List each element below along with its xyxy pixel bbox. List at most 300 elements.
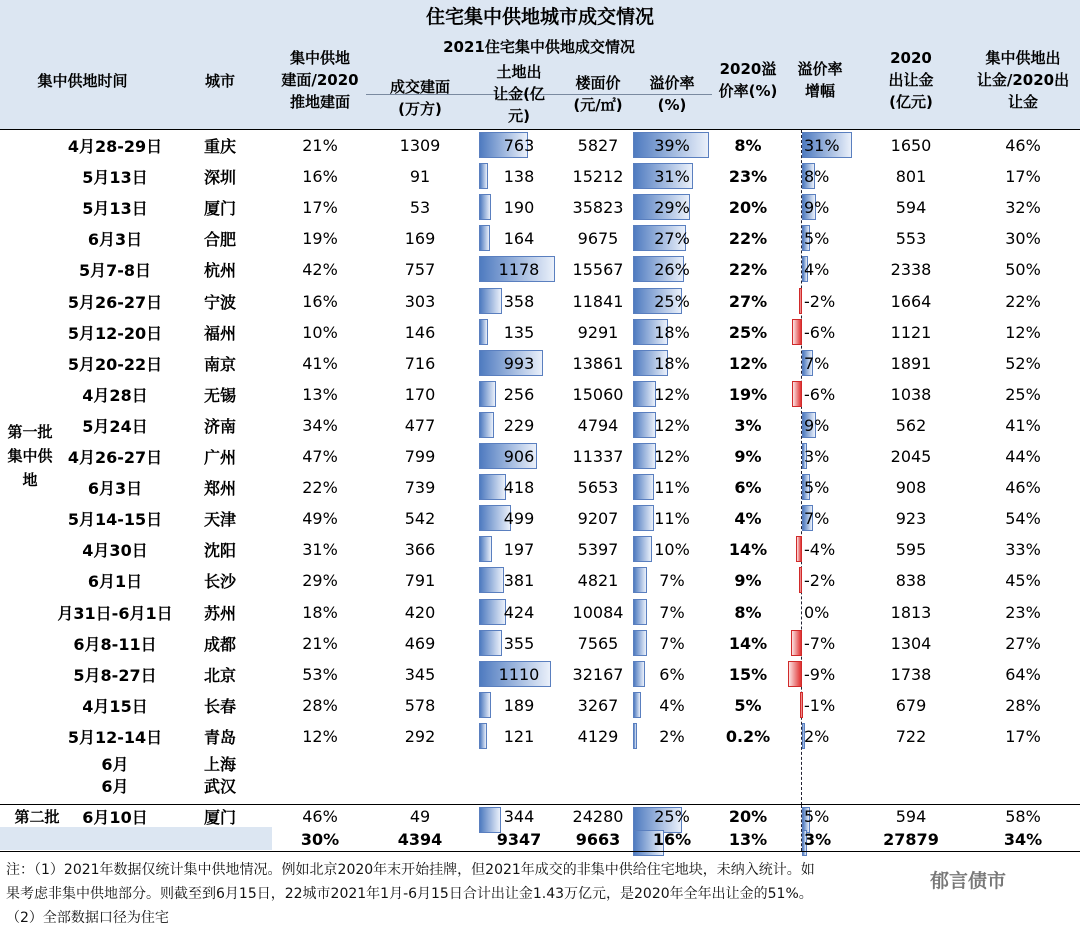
- cell-price: 13861: [572, 353, 624, 373]
- cell-revratio: 45%: [1005, 571, 1041, 591]
- header-change: [786, 58, 854, 102]
- cell-revratio: 30%: [1005, 229, 1041, 249]
- cell-time: 5月13日: [82, 168, 148, 188]
- cell-rev: 499: [503, 509, 535, 529]
- cell-prem: 4%: [659, 695, 685, 715]
- cell-revratio: 34%: [1003, 830, 1043, 849]
- total-label-bg: [0, 827, 272, 850]
- table-row: [0, 348, 1080, 379]
- cell-rev: 189: [503, 695, 535, 715]
- header-revratio-line1: 集中供地出: [985, 49, 1061, 67]
- cell-rev: 906: [503, 447, 535, 467]
- cell-time: 4月26-27日: [67, 448, 163, 468]
- cell-city: 厦门: [203, 199, 236, 219]
- cell-time: 4月30日: [82, 541, 148, 561]
- cell-city: 沈阳: [203, 541, 236, 561]
- cell-time: 5月8-27日: [73, 665, 157, 685]
- cell-city: 重庆: [203, 137, 236, 157]
- table-title: 住宅集中供地城市成交情况: [0, 0, 1080, 35]
- cell-time: 5月20-22日: [67, 354, 163, 374]
- header-revratio: [966, 47, 1080, 113]
- table-row: [0, 534, 1080, 565]
- cell-prem2020: 27%: [728, 291, 768, 311]
- cell-area: 146: [404, 322, 436, 342]
- header-revratio-line3: 让金: [1007, 93, 1038, 111]
- cell-price: 15212: [572, 167, 624, 187]
- cell-prem: 12%: [654, 415, 690, 435]
- cell-revratio: 44%: [1005, 447, 1041, 467]
- cell-area: 578: [404, 695, 436, 715]
- cell-time: 6月: [101, 754, 129, 774]
- cell-price: 9675: [577, 229, 619, 249]
- cell-chg: 3%: [804, 447, 830, 467]
- cell-ratio: 21%: [302, 633, 338, 653]
- cell-time: 5月14-15日: [67, 510, 163, 530]
- cell-area: 757: [404, 260, 436, 280]
- cell-city: 杭州: [203, 261, 236, 281]
- cell-time: 4月15日: [82, 696, 148, 716]
- cell-area: 799: [404, 447, 436, 467]
- cell-rev2020: 553: [895, 229, 927, 249]
- cell-area: 542: [404, 509, 436, 529]
- cell-time: 4月28-29日: [67, 137, 163, 157]
- cell-prem2020: 6%: [734, 478, 762, 498]
- cell-prem2020: 19%: [728, 384, 768, 404]
- header-time: 集中供地时间: [37, 72, 128, 90]
- cell-prem2020: 5%: [734, 695, 762, 715]
- cell-city: 长春: [203, 696, 236, 716]
- cell-area: 366: [404, 540, 436, 560]
- cell-chg: 3%: [804, 830, 832, 849]
- cell-chg: 2%: [804, 726, 830, 746]
- cell-ratio: 16%: [302, 291, 338, 311]
- cell-ratio: 53%: [302, 664, 338, 684]
- table-row: [0, 161, 1080, 192]
- cell-city: 苏州: [203, 603, 236, 623]
- cell-revratio: 50%: [1005, 260, 1041, 280]
- cell-chg: -1%: [804, 695, 836, 715]
- cell-ratio: 47%: [302, 447, 338, 467]
- cell-rev2020: 923: [895, 509, 927, 529]
- header-revratio-line2: 让金/2020出: [976, 71, 1070, 89]
- table-row: [0, 441, 1080, 472]
- header-ratio-line1: 集中供地: [289, 49, 350, 67]
- cell-time: 5月12-14日: [67, 727, 163, 747]
- cell-price: 5653: [577, 478, 619, 498]
- cell-revratio: 17%: [1005, 167, 1041, 187]
- cell-chg: 7%: [804, 509, 830, 529]
- cell-price: 11337: [572, 447, 624, 467]
- cell-prem2020: 25%: [728, 322, 768, 342]
- cell-time: 4月28日: [82, 385, 148, 405]
- cell-prem: 26%: [654, 260, 690, 280]
- cell-prem: 25%: [654, 806, 690, 826]
- cell-rev: 256: [503, 384, 535, 404]
- change-bar-negative: [796, 536, 802, 562]
- cell-prem: 27%: [654, 229, 690, 249]
- cell-rev2020: 1738: [890, 664, 932, 684]
- table-row: [0, 410, 1080, 441]
- cell-chg: -6%: [804, 322, 836, 342]
- header-rev2020-line1: 2020: [890, 49, 932, 67]
- header-change-line1: 溢价率: [797, 60, 843, 78]
- cell-ratio: 49%: [302, 509, 338, 529]
- cell-time: 6月: [101, 776, 129, 796]
- cell-price: 4821: [577, 571, 619, 591]
- cell-rev: 121: [503, 726, 535, 746]
- cell-city: 长沙: [203, 572, 236, 592]
- table-row: [0, 503, 1080, 534]
- table-row: [0, 286, 1080, 317]
- cell-ratio: 41%: [302, 353, 338, 373]
- header-prem2020: [710, 58, 786, 102]
- cell-rev: 164: [503, 229, 535, 249]
- header-area-line2: (万方): [398, 100, 442, 118]
- cell-area: 345: [404, 664, 436, 684]
- cell-prem2020: 0.2%: [725, 726, 771, 746]
- cell-rev: 138: [503, 167, 535, 187]
- table-row: [0, 223, 1080, 254]
- cell-revratio: 12%: [1005, 322, 1041, 342]
- cell-price: 35823: [572, 198, 624, 218]
- cell-time: 5月12-20日: [67, 323, 163, 343]
- cell-rev2020: 594: [895, 198, 927, 218]
- cell-revratio: 27%: [1005, 633, 1041, 653]
- cell-revratio: 17%: [1005, 726, 1041, 746]
- cell-revratio: 25%: [1005, 384, 1041, 404]
- cell-time: 5月26-27日: [67, 292, 163, 312]
- cell-city: 青岛: [203, 727, 236, 747]
- table-row: [0, 659, 1080, 690]
- cell-time: 6月1日: [87, 572, 143, 592]
- cell-rev2020: 1304: [890, 633, 932, 653]
- cell-prem: 2%: [659, 726, 685, 746]
- cell-city: 北京: [203, 665, 236, 685]
- cell-area: 49: [409, 806, 431, 826]
- cell-ratio: 10%: [302, 322, 338, 342]
- header-rev-line1: 土地出: [496, 63, 542, 81]
- cell-rev2020: 1121: [890, 322, 932, 342]
- cell-chg: 5%: [804, 478, 830, 498]
- cell-area: 1309: [399, 136, 441, 156]
- table-row: [0, 752, 1080, 774]
- cell-rev: 418: [503, 478, 535, 498]
- cell-area: 303: [404, 291, 436, 311]
- cell-chg: 5%: [804, 806, 830, 826]
- table-row: [0, 472, 1080, 503]
- cell-price: 15567: [572, 260, 624, 280]
- cell-prem2020: 15%: [728, 664, 768, 684]
- header-prem: [632, 72, 712, 116]
- table-row: [0, 628, 1080, 659]
- cell-rev2020: 2338: [890, 260, 932, 280]
- cell-price: 4794: [577, 415, 619, 435]
- header-ratio-line2: 建面/2020: [281, 71, 359, 89]
- cell-city: 南京: [203, 354, 236, 374]
- cell-prem2020: 3%: [734, 415, 762, 435]
- cell-chg: -6%: [804, 384, 836, 404]
- cell-chg: 5%: [804, 229, 830, 249]
- cell-city: 武汉: [203, 776, 236, 796]
- cell-price: 5827: [577, 136, 619, 156]
- cell-revratio: 28%: [1005, 695, 1041, 715]
- cell-chg: -2%: [804, 291, 836, 311]
- cell-rev2020: 722: [895, 726, 927, 746]
- cell-area: 53: [409, 198, 431, 218]
- cell-revratio: 64%: [1005, 664, 1041, 684]
- cell-prem: 18%: [654, 322, 690, 342]
- header-prem-line2: (%): [657, 96, 687, 114]
- cell-chg: 4%: [804, 260, 830, 280]
- cell-revratio: 33%: [1005, 540, 1041, 560]
- cell-prem: 7%: [659, 633, 685, 653]
- table-row: [0, 192, 1080, 223]
- cell-prem2020: 14%: [728, 633, 768, 653]
- cell-price: 10084: [572, 602, 624, 622]
- header-city: 城市: [204, 72, 235, 90]
- cell-ratio: 31%: [302, 540, 338, 560]
- cell-ratio: 19%: [302, 229, 338, 249]
- cell-prem: 11%: [654, 509, 690, 529]
- cell-prem2020: 20%: [728, 198, 768, 218]
- cell-prem: 25%: [654, 291, 690, 311]
- header-rev: [478, 61, 560, 127]
- cell-prem2020: 14%: [728, 540, 768, 560]
- change-bar-negative: [792, 319, 802, 345]
- cell-price: 7565: [577, 633, 619, 653]
- cell-price: 9207: [577, 509, 619, 529]
- cell-prem: 7%: [659, 602, 685, 622]
- header-group-2021: 2021住宅集中供地成交情况: [443, 38, 635, 56]
- cell-rev2020: 1891: [890, 353, 932, 373]
- cell-rev: 355: [503, 633, 535, 653]
- cell-price: 9663: [575, 830, 621, 849]
- cell-area: 739: [404, 478, 436, 498]
- header-ratio-line3: 推地建面: [289, 93, 350, 111]
- cell-prem: 10%: [654, 540, 690, 560]
- cell-city: 济南: [203, 416, 236, 436]
- change-bar-negative: [799, 288, 802, 314]
- cell-rev2020: 2045: [890, 447, 932, 467]
- table-row: [0, 254, 1080, 285]
- cell-prem2020: 12%: [728, 353, 768, 373]
- cell-chg: 9%: [804, 415, 830, 435]
- cell-ratio: 46%: [302, 806, 338, 826]
- cell-prem2020: 20%: [728, 806, 768, 826]
- cell-rev2020: 908: [895, 478, 927, 498]
- cell-area: 292: [404, 726, 436, 746]
- cell-prem: 7%: [659, 571, 685, 591]
- cell-chg: -4%: [804, 540, 836, 560]
- cell-rev: 993: [503, 353, 535, 373]
- header-price-line1: 楼面价: [575, 74, 621, 92]
- table-row: [0, 805, 1080, 827]
- cell-price: 5397: [577, 540, 619, 560]
- cell-revratio: 52%: [1005, 353, 1041, 373]
- cell-prem: 31%: [654, 167, 690, 187]
- cell-price: 11841: [572, 291, 624, 311]
- cell-time: 6月3日: [87, 479, 143, 499]
- cell-price: 15060: [572, 384, 624, 404]
- cell-area: 91: [409, 167, 431, 187]
- cell-city: 深圳: [203, 168, 236, 188]
- cell-rev2020: 838: [895, 571, 927, 591]
- cell-revratio: 23%: [1005, 602, 1041, 622]
- note-line-1: 注：（1）2021年数据仅统计集中供地情况。例如北京2020年末开始挂牌，但2021年成交的非集中供给住宅地块，未纳入统计。如: [6, 862, 815, 878]
- cell-ratio: 28%: [302, 695, 338, 715]
- cell-time: 6月8-11日: [73, 634, 157, 654]
- cell-ratio: 13%: [302, 384, 338, 404]
- cell-price: 32167: [572, 664, 624, 684]
- cell-revratio: 46%: [1005, 478, 1041, 498]
- cell-rev: 1178: [498, 260, 540, 280]
- cell-rev2020: 595: [895, 540, 927, 560]
- cell-rev2020: 27879: [883, 830, 939, 849]
- watermark: 郁言债市: [930, 870, 1007, 892]
- cell-prem2020: 22%: [728, 260, 768, 280]
- cell-rev: 763: [503, 136, 535, 156]
- change-bar-negative: [799, 567, 802, 593]
- cell-prem: 18%: [654, 353, 690, 373]
- note-line-3: （2）全部数据口径为住宅: [6, 910, 169, 926]
- change-bar-negative: [788, 661, 802, 687]
- header-price-line2: (元/㎡): [573, 96, 623, 114]
- cell-area: 477: [404, 415, 436, 435]
- cell-area: 4394: [397, 830, 443, 849]
- cell-rev: 229: [503, 415, 535, 435]
- header-rev-line3: 元): [508, 107, 530, 125]
- cell-ratio: 30%: [300, 830, 340, 849]
- cell-prem: 12%: [654, 447, 690, 467]
- batch1-label: 第一批集中供地: [7, 423, 53, 489]
- table-header: [0, 34, 1080, 130]
- cell-ratio: 16%: [302, 167, 338, 187]
- cell-chg: -7%: [804, 633, 836, 653]
- cell-ratio: 29%: [302, 571, 338, 591]
- cell-rev: 1110: [498, 664, 540, 684]
- cell-time: 5月7-8日: [78, 261, 152, 281]
- change-bar-negative: [800, 692, 803, 718]
- cell-price: 3267: [577, 695, 619, 715]
- batch2-label: 第二批: [14, 808, 60, 826]
- header-prem-line1: 溢价率: [649, 74, 695, 92]
- header-rev2020: [866, 47, 956, 113]
- batch2-top-rule: [0, 804, 1080, 805]
- table-row: [0, 690, 1080, 721]
- header-rev-line2: 让金(亿: [493, 85, 545, 103]
- cell-rev2020: 1650: [890, 136, 932, 156]
- cell-rev2020: 1813: [890, 602, 932, 622]
- cell-time: 6月3日: [87, 230, 143, 250]
- note-line-2: 果考虑非集中供地部分。则截至到6月15日，22城市2021年1月-6月15日合计出让金1.43万亿元，是2020年全年出让金的51%。: [6, 886, 813, 902]
- cell-area: 169: [404, 229, 436, 249]
- cell-city: 成都: [203, 634, 236, 654]
- change-bar-negative: [791, 630, 802, 656]
- table-row: [0, 317, 1080, 348]
- cell-prem2020: 8%: [734, 602, 762, 622]
- cell-prem2020: 9%: [734, 447, 762, 467]
- cell-ratio: 17%: [302, 198, 338, 218]
- cell-city: 合肥: [203, 230, 236, 250]
- cell-prem2020: 22%: [728, 229, 768, 249]
- cell-chg: -9%: [804, 664, 836, 684]
- cell-revratio: 58%: [1005, 806, 1041, 826]
- header-change-line2: 增幅: [804, 82, 835, 100]
- cell-rev2020: 594: [895, 806, 927, 826]
- cell-rev: 197: [503, 540, 535, 560]
- header-prem2020-line1: 2020溢: [719, 60, 777, 78]
- table-row: [0, 774, 1080, 796]
- cell-revratio: 41%: [1005, 415, 1041, 435]
- cell-area: 420: [404, 602, 436, 622]
- table-bottom-rule: [0, 851, 1080, 852]
- cell-area: 716: [404, 353, 436, 373]
- cell-ratio: 22%: [302, 478, 338, 498]
- cell-chg: 31%: [804, 136, 840, 156]
- cell-rev: 135: [503, 322, 535, 342]
- cell-city: 上海: [203, 754, 236, 774]
- cell-price: 24280: [572, 806, 624, 826]
- cell-city: 无锡: [203, 385, 236, 405]
- cell-ratio: 34%: [302, 415, 338, 435]
- cell-price: 4129: [577, 726, 619, 746]
- cell-rev: 424: [503, 602, 535, 622]
- header-area: [372, 76, 468, 120]
- cell-rev2020: 1664: [890, 291, 932, 311]
- cell-ratio: 12%: [302, 726, 338, 746]
- cell-time: 月31日-6月1日: [57, 603, 173, 623]
- cell-prem2020: 23%: [728, 167, 768, 187]
- table-row: [0, 721, 1080, 752]
- cell-rev2020: 562: [895, 415, 927, 435]
- cell-prem: 29%: [654, 198, 690, 218]
- cell-revratio: 22%: [1005, 291, 1041, 311]
- cell-revratio: 46%: [1005, 136, 1041, 156]
- cell-city: 厦门: [203, 807, 236, 827]
- header-prem2020-line2: 价率(%): [718, 82, 778, 100]
- table-row: [0, 379, 1080, 410]
- cell-rev: 358: [503, 291, 535, 311]
- cell-rev2020: 1038: [890, 384, 932, 404]
- cell-time: 5月24日: [82, 416, 148, 436]
- table-row: [0, 565, 1080, 596]
- cell-chg: 7%: [804, 353, 830, 373]
- cell-rev2020: 801: [895, 167, 927, 187]
- cell-ratio: 21%: [302, 136, 338, 156]
- cell-prem: 16%: [652, 830, 692, 849]
- cell-ratio: 42%: [302, 260, 338, 280]
- cell-prem: 6%: [659, 664, 685, 684]
- cell-prem: 39%: [654, 136, 690, 156]
- cell-chg: 0%: [804, 602, 830, 622]
- cell-city: 天津: [203, 510, 236, 530]
- header-ratio: [268, 47, 372, 113]
- cell-price: 9291: [577, 322, 619, 342]
- cell-time: 6月10日: [82, 807, 148, 827]
- cell-rev: 190: [503, 198, 535, 218]
- cell-rev: 9347: [496, 830, 542, 849]
- cell-city: 广州: [203, 448, 236, 468]
- cell-prem: 11%: [654, 478, 690, 498]
- cell-chg: -2%: [804, 571, 836, 591]
- table-row: [0, 130, 1080, 161]
- cell-area: 791: [404, 571, 436, 591]
- cell-ratio: 18%: [302, 602, 338, 622]
- header-area-line1: 成交建面: [389, 78, 450, 96]
- change-bar-negative: [792, 381, 802, 407]
- header-price: [558, 72, 638, 116]
- cell-area: 469: [404, 633, 436, 653]
